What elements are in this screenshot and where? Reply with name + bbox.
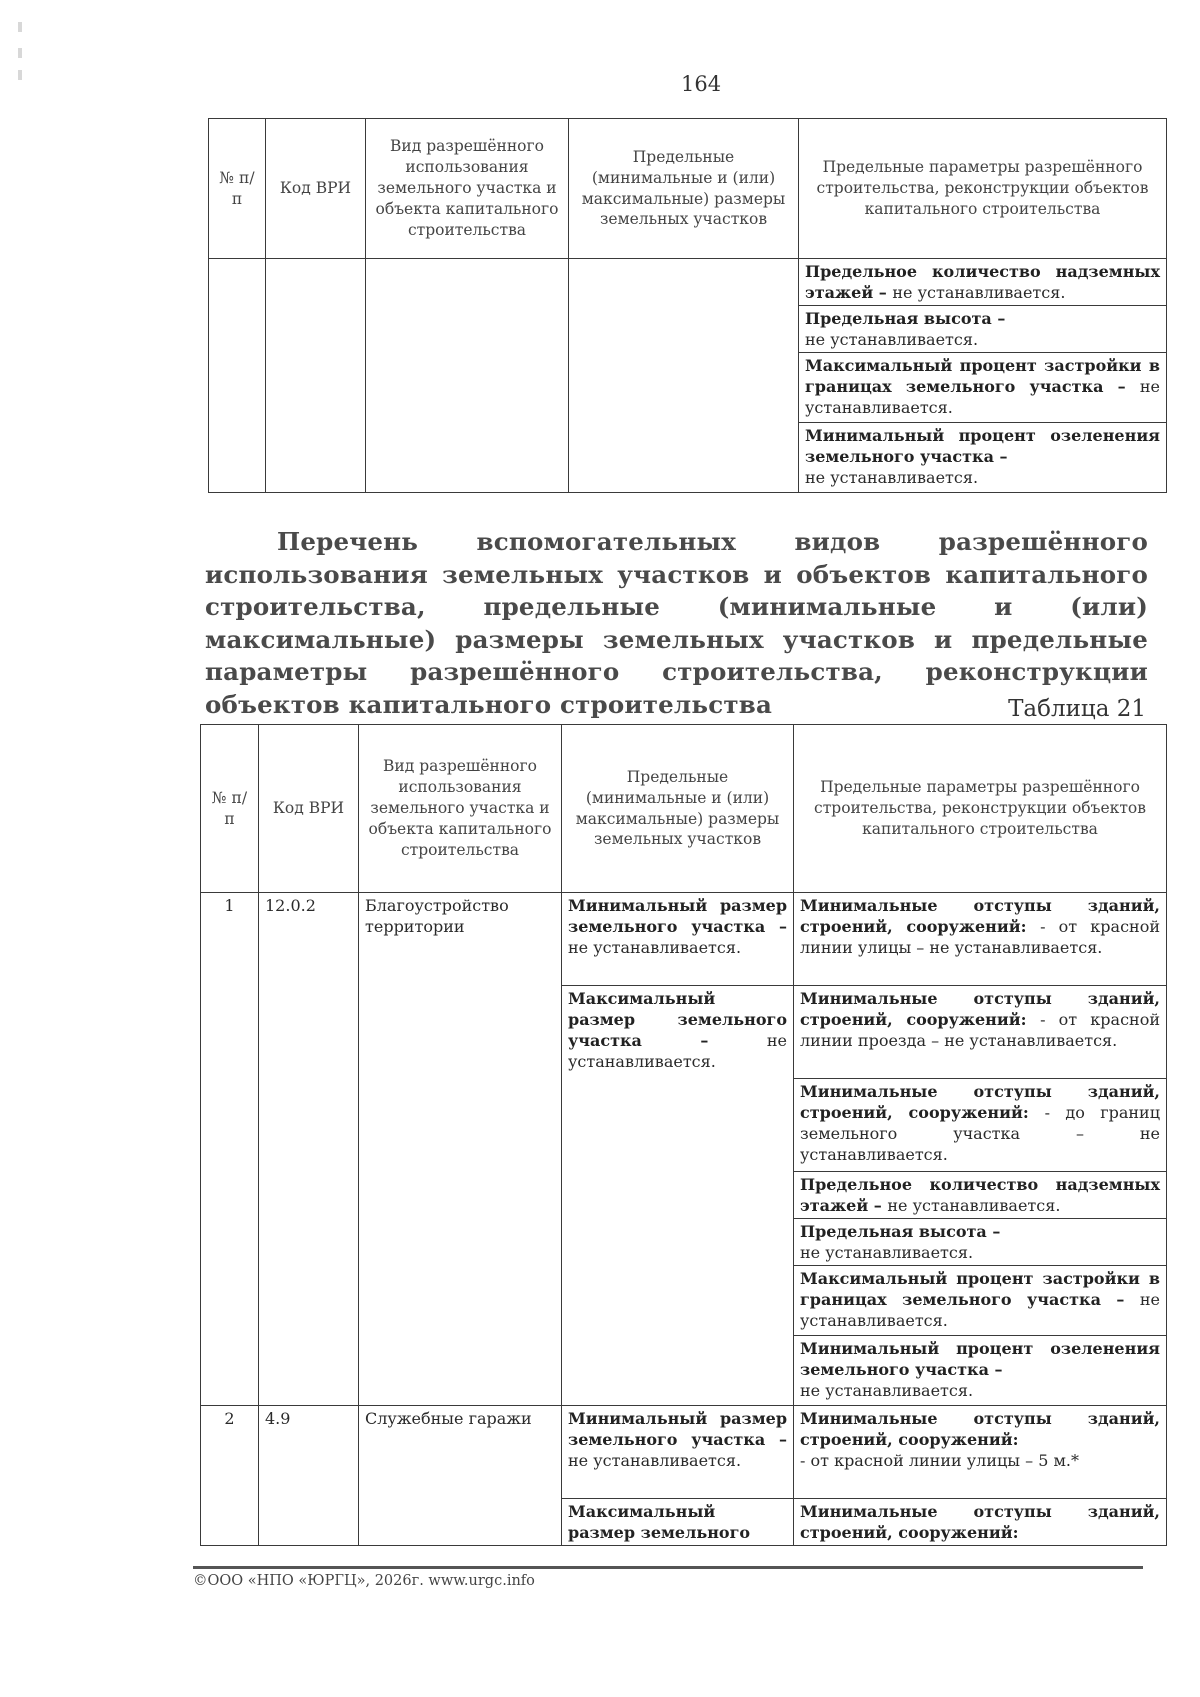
param-item: Минимальный процент озеленения земельного участка – не устанавливается. [800,1339,1160,1401]
param-item: Предельная высота – не устанавливается. [799,306,1166,353]
header-code: Код ВРИ [259,725,359,893]
table-21 [200,724,1167,1546]
row-type: Благоустройство территории [359,893,562,1406]
param-item: Предельная высота – не устанавливается. [794,1219,1166,1266]
header-sizes: Предельные (минимальные и (или) максимальные) размеры земельных участков [562,725,794,893]
sizes-cell [562,893,794,1406]
empty-cell [209,259,266,493]
header-sizes: Предельные (минимальные и (или) максимальные) размеры земельных участков [569,119,799,259]
param-item: Минимальный процент озеленения земельного участка – не устанавливается. [805,426,1160,488]
param-item: Максимальный процент застройки в границах земельного участка – не устанавливается. [799,353,1166,423]
continuation-table [208,118,1167,493]
header-num: № п/п [209,119,266,259]
params-cell [794,893,1167,1406]
header-params: Предельные параметры разрешённого строительства, реконструкции объектов капитального строительства [799,119,1167,259]
table-caption: Таблица 21 [1008,696,1146,722]
row-code: 4.9 [259,1406,359,1546]
param-item: Минимальные отступы зданий, строений, сооружений: - от красной линии проезда – не устанавливается. [794,986,1166,1079]
param-item: Минимальные отступы зданий, строений, сооружений: - от красной линии улицы – 5 м.* [794,1406,1166,1499]
footer-divider [193,1566,1143,1569]
size-item: Максимальный размер земельного участка – не устанавливается. [568,989,787,1072]
size-item: Минимальный размер земельного участка – не устанавливается. [562,1406,793,1499]
sizes-cell [562,1406,794,1546]
param-item: Минимальные отступы зданий, строений, сооружений: - до границ земельного участка – не устанавливается. [794,1079,1166,1172]
empty-cell [266,259,366,493]
param-item: Минимальные отступы зданий, строений, сооружений: [800,1502,1160,1543]
section-heading: Перечень вспомогательных видов разрешённого использования земельных участков и объектов капитального строительства, предельные (минимальные и (или) максимальные) размеры земельных участков и предельные параметры разрешённого строительства, реконструкции объектов капитального строительства [205,527,1148,719]
params-cell [794,1406,1167,1546]
header-params: Предельные параметры разрешённого строительства, реконструкции объектов капитального строительства [794,725,1167,893]
empty-cell [366,259,569,493]
header-code: Код ВРИ [266,119,366,259]
empty-cell [569,259,799,493]
header-type: Вид разрешённого использования земельного участка и объекта капитального строительства [359,725,562,893]
header-num: № п/п [201,725,259,893]
header-type: Вид разрешённого использования земельного участка и объекта капитального строительства [366,119,569,259]
row-code: 12.0.2 [259,893,359,1406]
size-item: Максимальный размер земельного [568,1502,751,1543]
footer-copyright: ©ООО «НПО «ЮРГЦ», 2026г. www.urgc.info [193,1573,535,1589]
param-item: Максимальный процент застройки в границах земельного участка – не устанавливается. [794,1266,1166,1336]
row-num: 1 [201,893,259,1406]
size-item: Минимальный размер земельного участка – не устанавливается. [562,893,793,986]
param-item: Предельное количество надземных этажей – не устанавливается. [799,259,1166,306]
row-type: Служебные гаражи [359,1406,562,1546]
row-num: 2 [201,1406,259,1546]
table-row [201,1406,1167,1546]
param-item: Предельное количество надземных этажей – не устанавливается. [794,1172,1166,1219]
table-row [201,893,1167,1406]
param-item: Минимальные отступы зданий, строений, сооружений: - от красной линии улицы – не устанавливается. [794,893,1166,986]
params-cell [799,259,1167,493]
